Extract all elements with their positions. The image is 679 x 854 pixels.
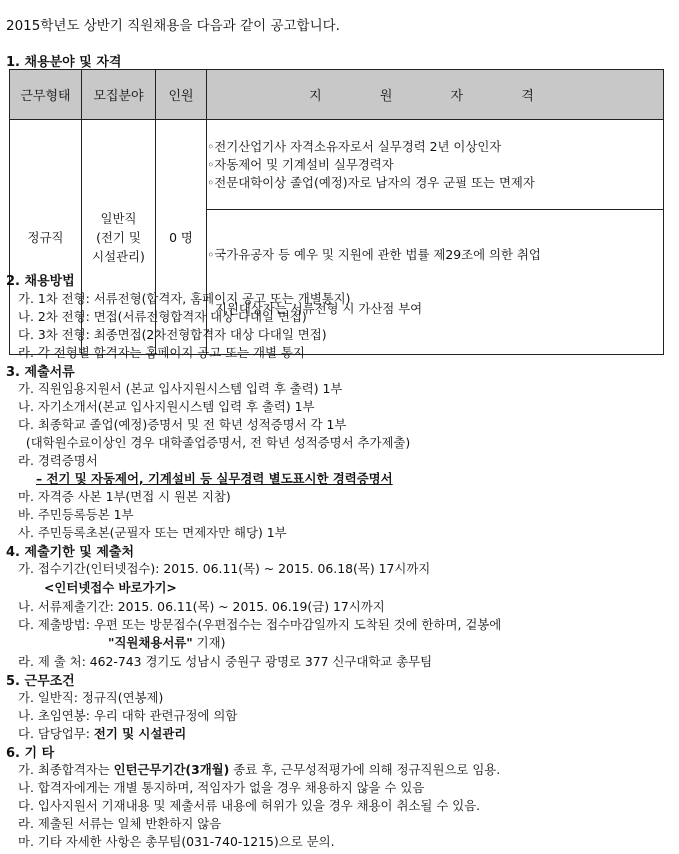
list-item: 다. 입사지원서 기재내용 및 제출서류 내용에 허위가 있을 경우 채용이 취소될 수 있음.: [18, 798, 481, 813]
list-item: 라. 제출된 서류는 일체 반환하지 않음: [18, 816, 222, 831]
header-field: 모집분야: [82, 70, 156, 120]
document-period: 나. 서류제출기간: 2015. 06.11(목) ~ 2015. 06.19(금) 17시까지: [18, 599, 385, 614]
list-item: 가. 1차 전형: 서류전형(합격자, 홈페이지 공고 또는 개별통지): [18, 291, 351, 306]
section-3-heading: 3. 제출서류: [6, 365, 75, 380]
submission-method-cont: "직원채용서류" 기재): [108, 635, 226, 650]
section-4-heading: 4. 제출기한 및 제출처: [6, 545, 135, 560]
submission-address: 라. 제 출 처: 462-743 경기도 성남시 중원구 광명로 377 신구대학교 총무팀: [18, 654, 433, 669]
header-count: 인원: [156, 70, 207, 120]
list-item: 나. 2차 전형: 면접(서류전형합격자 대상 다대일 면접): [18, 309, 307, 324]
list-item: 사. 주민등록초본(군필자 또는 면제자만 해당) 1부: [18, 525, 287, 540]
intern-line: 가. 최종합격자는 인턴근무기간(3개월) 종료 후, 근무성적평가에 의해 정규직원으로 임용.: [18, 762, 501, 777]
contact-line: 마. 기타 자세한 사항은 총무팀(031-740-1215)으로 문의.: [18, 834, 335, 849]
online-apply-link[interactable]: <인터넷접수 바로가기>: [44, 580, 177, 595]
header-qualification: 지 원 자 격: [207, 70, 664, 120]
list-item: 나. 초임연봉: 우리 대학 관련규정에 의함: [18, 708, 238, 723]
list-item: 가. 직원임용지원서 (본교 입사지원시스템 입력 후 출력) 1부: [18, 381, 343, 396]
section-5-heading: 5. 근무조건: [6, 674, 75, 689]
list-item: 나. 합격자에게는 개별 통지하며, 적임자가 없을 경우 채용하지 않을 수 있음: [18, 780, 425, 795]
list-item: 마. 자격증 사본 1부(면접 시 원본 지참): [18, 489, 231, 504]
list-item: 바. 주민등록등본 1부: [18, 507, 134, 522]
list-item: (대학원수료이상인 경우 대학졸업증명서, 전 학년 성적증명서 추가제출): [18, 435, 411, 450]
section-6-heading: 6. 기 타: [6, 746, 55, 761]
cell-field: 일반직 (전기 및 시설관리): [82, 120, 156, 355]
list-item: 다. 3차 전형: 최종면접(2차전형합격자 대상 다대일 면접): [18, 327, 327, 342]
cell-employment-type: 정규직: [10, 120, 82, 355]
career-note: – 전기 및 자동제어, 기계설비 등 실무경력 별도표시한 경력증명서: [36, 471, 393, 486]
section-2-heading: 2. 채용방법: [6, 274, 75, 289]
section-1-heading: 1. 채용분야 및 자격: [6, 55, 122, 70]
cell-count: 0 명: [156, 120, 207, 355]
cell-qualification-main: ◦전기산업기사 자격소유자로서 실무경력 2년 이상인자 ◦자동제어 및 기계설비 실무경력자 ◦전문대학이상 졸업(예정)자로 남자의 경우 군필 또는 면제자: [207, 120, 664, 210]
header-employment-type: 근무형태: [10, 70, 82, 120]
list-item: 다. 최종학교 졸업(예정)증명서 및 전 학년 성적증명서 각 1부: [18, 417, 347, 432]
duty-line: 다. 담당업무: 전기 및 시설관리: [18, 726, 187, 741]
list-item: 가. 일반직: 정규직(연봉제): [18, 690, 164, 705]
list-item: 라. 각 전형별 합격자는 홈페이지 공고 또는 개별 통지: [18, 345, 305, 360]
cell-qualification-extra: ◦국가유공자 등 예우 및 지원에 관한 법률 제29조에 의한 취업 지원대상자는 서류전형 시 가산점 부여: [207, 210, 664, 355]
intro-text: 2015학년도 상반기 직원채용을 다음과 같이 공고합니다.: [6, 18, 340, 34]
submission-method: 다. 제출방법: 우편 또는 방문접수(우편접수는 접수마감일까지 도착된 것에 한하며, 겉봉에: [18, 617, 502, 632]
receipt-period: 가. 접수기간(인터넷접수): 2015. 06.11(목) ~ 2015. 06.18(목) 17시까지: [18, 561, 431, 576]
list-item: 라. 경력증명서: [18, 453, 98, 468]
list-item: 나. 자기소개서(본교 입사지원시스템 입력 후 출력) 1부: [18, 399, 315, 414]
